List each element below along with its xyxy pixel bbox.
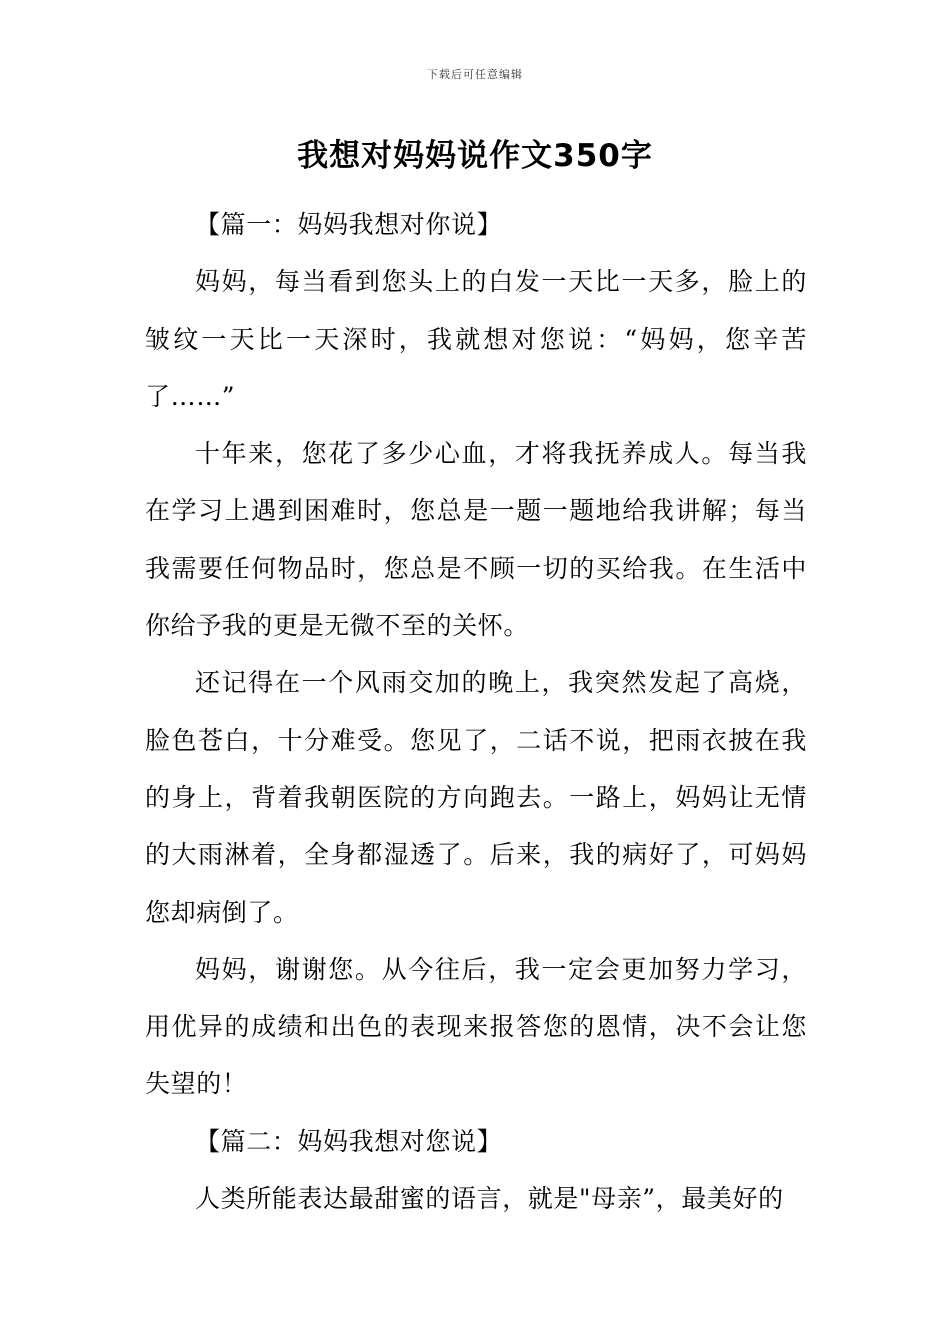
- section-heading: 【篇二：妈妈我想对您说】: [195, 1126, 503, 1156]
- header-note: 下载后可任意编辑: [427, 68, 523, 81]
- paragraph: 妈妈，谢谢您。从今往后，我一定会更加努力学习，用优异的成绩和出色的表现来报答您的恩情，决不会让您失望的！: [145, 954, 807, 1099]
- paragraph: 还记得在一个风雨交加的晚上，我突然发起了高烧，脸色苍白，十分难受。您见了，二话不说，把雨衣披在我的身上，背着我朝医院的方向跑去。一路上，妈妈让无情的大雨淋着，全身都湿透了。后来，我的病好了，可妈妈您却病倒了。: [145, 668, 807, 927]
- paragraph: 人类所能表达最甜蜜的语言，就是"母亲”，最美好的: [195, 1184, 784, 1214]
- section-heading: 【篇一：妈妈我想对你说】: [195, 210, 503, 239]
- document-title: 我想对妈妈说作文350字: [297, 138, 653, 174]
- article-body: [145, 196, 807, 1227]
- paragraph: 妈妈，每当看到您头上的白发一天比一天多，脸上的皱纹一天比一天深时，我就想对您说：“妈妈，您辛苦了……”: [145, 267, 807, 411]
- paragraph: 十年来，您花了多少心血，才将我抚养成人。每当我在学习上遇到困难时，您总是一题一题地给我讲解；每当我需要任何物品时，您总是不顾一切的买给我。在生活中你给予我的更是无微不至的关怀。: [145, 439, 807, 641]
